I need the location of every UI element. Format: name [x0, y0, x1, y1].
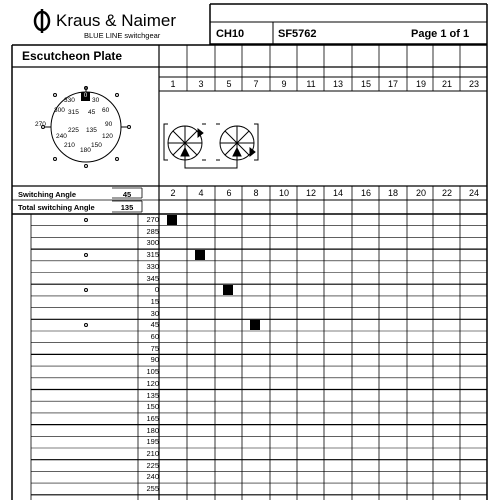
dial-ring-marker	[115, 93, 119, 97]
dial-ring-marker	[127, 125, 131, 129]
angle-cell: 165	[146, 413, 159, 423]
angle-cell: 210	[146, 449, 159, 458]
dial-angle-label: 330	[64, 97, 75, 104]
angle-cell: 330	[146, 261, 159, 271]
terminal-number: 7	[253, 79, 259, 89]
angle-cell: 255	[146, 484, 159, 494]
terminal-number: 14	[332, 188, 343, 198]
total-switching-angle-label: Total switching Angle	[18, 203, 95, 212]
dial-inner-label: 135	[86, 127, 97, 134]
dial-ring-marker	[41, 125, 45, 129]
angle-cell: 345	[146, 273, 159, 283]
angle-cell: 75	[150, 343, 159, 353]
terminal-number: 1	[170, 79, 176, 89]
brand-tagline: BLUE LINE switchgear	[84, 31, 161, 40]
terminal-number: 11	[306, 79, 316, 89]
terminal-number: 13	[332, 79, 343, 89]
angle-cell: 270	[146, 215, 159, 224]
page-indicator: Page 1 of 1	[411, 28, 470, 40]
total-switching-angle-value: 135	[120, 203, 134, 212]
terminal-number: 23	[468, 79, 479, 89]
terminal-number: 6	[226, 188, 232, 198]
angle-cell: 0	[154, 285, 159, 295]
angle-cell: 30	[150, 308, 159, 318]
series-code: CH10	[216, 28, 245, 40]
terminal-number: 17	[387, 79, 398, 89]
dial-angle-label: 270	[35, 121, 46, 128]
terminal-number: 4	[198, 188, 204, 198]
angle-cell: 45	[150, 320, 159, 330]
dial-ring-marker	[84, 86, 88, 90]
contact-closed-mark	[223, 285, 233, 295]
terminal-number: 20	[415, 188, 426, 198]
kraus-naimer-logo	[33, 9, 51, 33]
angle-cell: 15	[150, 296, 159, 306]
terminal-number: 19	[415, 79, 426, 89]
contact-diagram	[164, 124, 258, 168]
angle-cell: 285	[146, 226, 159, 236]
dial-ring-marker	[115, 157, 119, 161]
terminal-number: 16	[360, 188, 371, 198]
angle-cell: 180	[146, 425, 159, 435]
dial-angle-label: 150	[91, 142, 102, 149]
terminal-number: 8	[253, 188, 259, 198]
contact-closed-mark	[250, 320, 260, 330]
dial-angle-label: 180	[80, 147, 91, 154]
dial-inner-label: 315	[68, 109, 79, 116]
angle-cell: 240	[146, 472, 159, 482]
dial-angle-label: 60	[102, 107, 110, 114]
dial-angle-label: 30	[92, 97, 100, 104]
terminal-number: 9	[281, 79, 287, 89]
angle-cell: 120	[146, 378, 159, 388]
angle-cell: 300	[146, 238, 159, 248]
switch-position-indicator	[84, 218, 88, 222]
terminal-number: 2	[170, 188, 176, 198]
dial-angle-label: 210	[64, 142, 75, 149]
angle-cell: 315	[146, 250, 159, 260]
terminal-number: 22	[441, 188, 452, 198]
dial-angle-label: 90	[105, 121, 113, 128]
dial-angle-label: 300	[54, 107, 65, 114]
dial-angle-label: 120	[102, 133, 113, 140]
contact-closed-mark	[167, 215, 177, 225]
angle-cell: 195	[146, 437, 159, 447]
switching-angle-label: Switching Angle	[18, 190, 77, 199]
drawing-number: SF5762	[278, 28, 317, 40]
dial-ring-marker	[84, 164, 88, 168]
terminal-number: 10	[278, 188, 289, 198]
angle-cell: 90	[150, 355, 159, 365]
angle-cell: 150	[146, 402, 159, 412]
terminal-number: 5	[226, 79, 232, 89]
terminal-number: 24	[468, 188, 479, 198]
brand-name: Kraus & Naimer	[56, 11, 176, 30]
escutcheon-title: Escutcheon Plate	[22, 49, 123, 63]
angle-cell: 225	[146, 460, 159, 470]
switching-angle-value: 45	[122, 190, 132, 199]
dial-pointer: 0	[81, 92, 90, 101]
dial-ring-marker	[53, 93, 57, 97]
terminal-number: 21	[441, 79, 452, 89]
terminal-number: 12	[305, 188, 316, 198]
dial-angle-label: 240	[56, 133, 67, 140]
terminal-number: 15	[360, 79, 371, 89]
dial-inner-label: 45	[88, 109, 96, 116]
terminal-number: 3	[198, 79, 204, 89]
contact-closed-mark	[195, 250, 205, 260]
angle-cell: 135	[146, 390, 159, 400]
dial-ring-marker	[53, 157, 57, 161]
angle-cell: 60	[150, 332, 159, 341]
dial-inner-label: 225	[68, 127, 79, 134]
terminal-number: 18	[387, 188, 398, 198]
angle-cell: 105	[146, 367, 159, 377]
